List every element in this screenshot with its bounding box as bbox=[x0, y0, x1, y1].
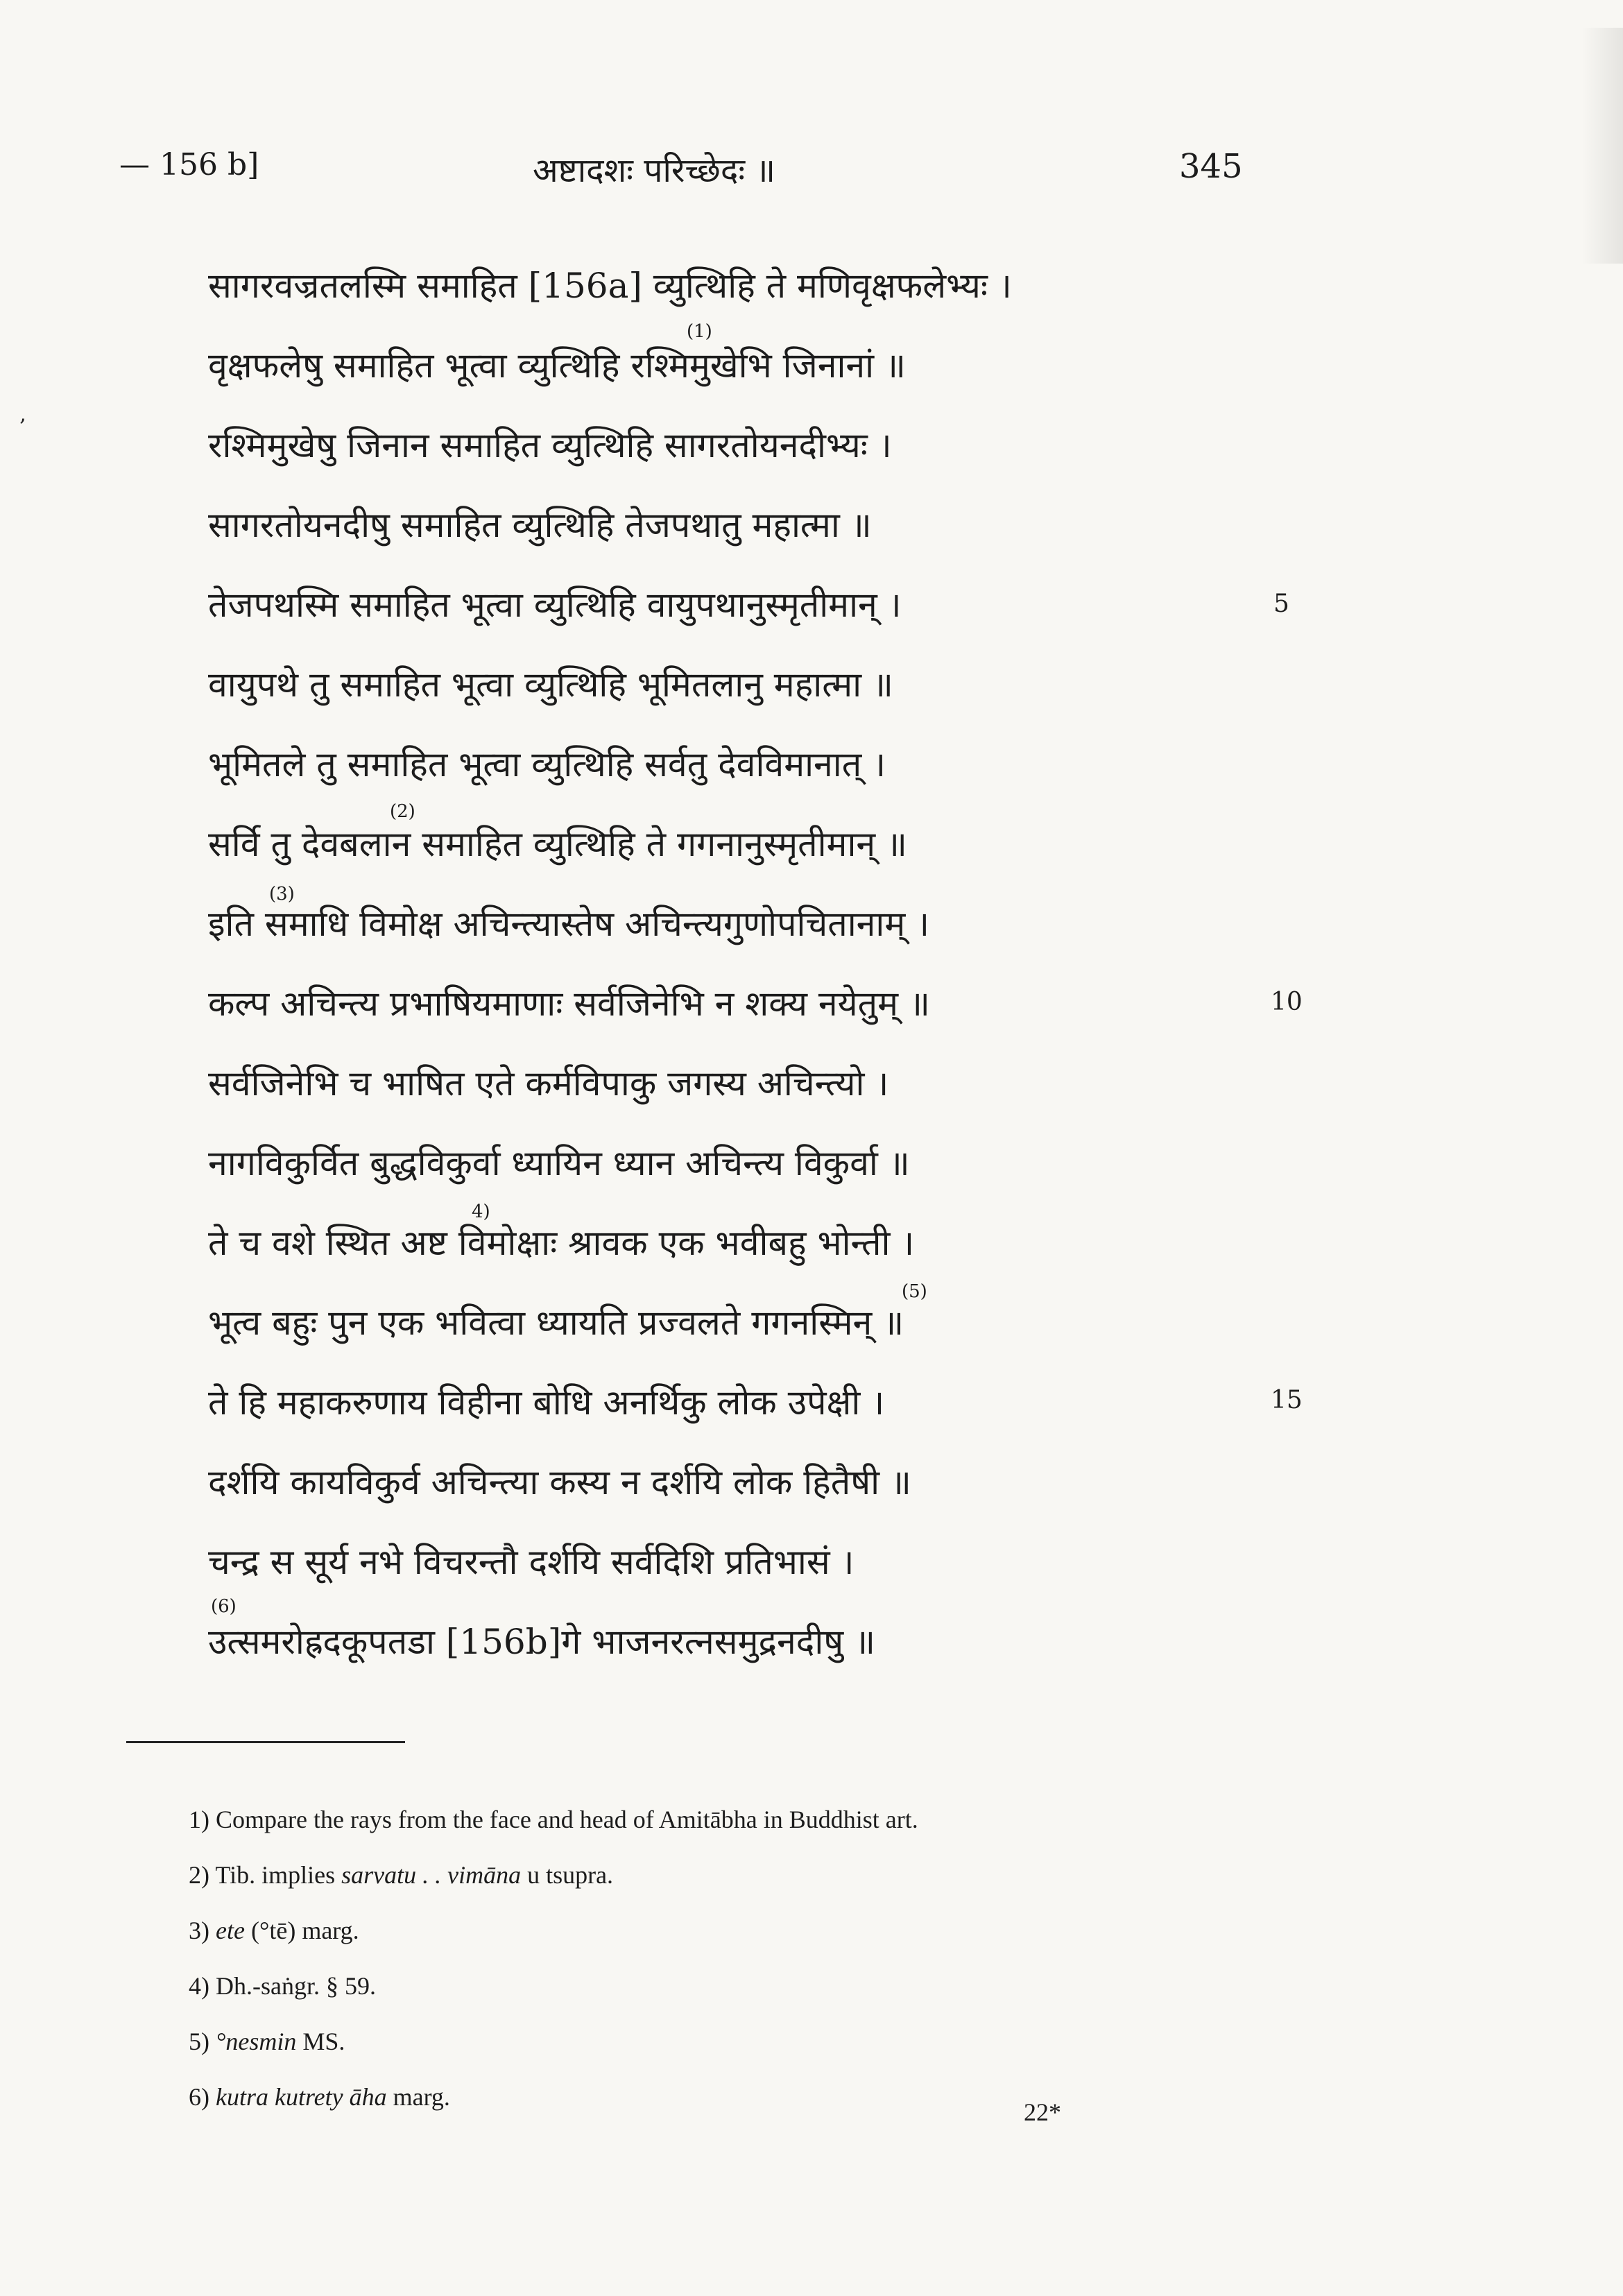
footnote bbox=[189, 1970, 1368, 2025]
verse-line: भूमितले तु समाहित भूत्वा व्युत्थिहि सर्वतु देवविमानात् । bbox=[208, 744, 886, 785]
footnote-number: 2) bbox=[189, 1861, 209, 1889]
verse-line bbox=[208, 884, 1221, 976]
footnote bbox=[189, 1859, 1368, 1914]
footnote-italic: °nesmin bbox=[216, 2028, 297, 2055]
chapter-title: अष्टादशः परिच्छेदः ॥ bbox=[533, 151, 776, 190]
footnote-text: marg. bbox=[386, 2083, 450, 2111]
verse-line: रश्मिमुखेषु जिनान समाहित व्युत्थिहि सागरतोयनदीभ्यः । bbox=[208, 425, 892, 465]
verse-text: भूत्व बहुः पुन एक भवित्वा ध्यायति प्रज्वलते गगनस्मिन् ॥ bbox=[208, 1303, 904, 1343]
footnote bbox=[189, 2025, 1368, 2081]
footnote bbox=[189, 2081, 1368, 2136]
page-number: 345 bbox=[1179, 147, 1243, 186]
footnotes bbox=[189, 1804, 1368, 2136]
verse-line: कल्प अचिन्त्य प्रभाषियमाणाः सर्वजिनेभि न शक्य नयेतुम् ॥ bbox=[208, 984, 930, 1024]
verse-text: वृक्षफलेषु समाहित भूत्वा व्युत्थिहि रश्मिमुखेभि जिनानां ॥ bbox=[208, 345, 906, 386]
footnote-text: u tsupra. bbox=[521, 1861, 614, 1889]
footnote-marker: (6) bbox=[211, 1596, 237, 1617]
verse-line: सागरवज्रतलस्मि समाहित [156a] व्युत्थिहि ते मणिवृक्षफलेभ्यः । bbox=[208, 266, 1012, 306]
header-folio-ref: — 156 b] bbox=[119, 147, 259, 182]
footnote-text: MS. bbox=[296, 2028, 345, 2055]
footnote-marker: 4) bbox=[472, 1201, 490, 1222]
signature-mark: 22* bbox=[1024, 2098, 1061, 2126]
footnote-marker: (3) bbox=[269, 884, 295, 905]
footnote-marker: (2) bbox=[390, 801, 415, 822]
verse-line: सागरतोयनदीषु समाहित व्युत्थिहि तेजपथातु महात्मा ॥ bbox=[208, 505, 872, 545]
verse-text: सर्वि तु देवबलान समाहित व्युत्थिहि ते गगनानुस्मृतीमान् ॥ bbox=[208, 824, 908, 864]
verse-line bbox=[208, 1281, 1221, 1375]
footnote-number: 4) bbox=[189, 1972, 209, 2000]
verse-text: इति समाधि विमोक्ष अचिन्त्यास्तेष अचिन्त्यगुणोपचितानाम् । bbox=[208, 904, 930, 944]
verse-line: चन्द्र स सूर्य नभे विचरन्तौ दर्शयि सर्वदिशि प्रतिभासं । bbox=[208, 1542, 855, 1582]
verse-text: उत्समरोह्रदकूपतडा [156b]गे भाजनरत्नसमुद्रनदीषु ॥ bbox=[208, 1622, 876, 1662]
footnote-number: 6) bbox=[189, 2083, 209, 2111]
footnote-italic: kutra kutrety āha bbox=[216, 2083, 387, 2111]
footnote bbox=[189, 1914, 1368, 1970]
verse-line bbox=[208, 321, 1221, 418]
footnote-text: (°tē) marg. bbox=[244, 1917, 359, 1944]
verse-line: दर्शयि कायविकुर्व अचिन्त्या कस्य न दर्शयि लोक हितैषी ॥ bbox=[208, 1462, 911, 1502]
verse-block bbox=[208, 258, 1221, 1694]
footnote-italic: ete bbox=[216, 1917, 245, 1944]
verse-text: ते च वशे स्थित अष्ट विमोक्षाः श्रावक एक भवीबहु भोन्ती । bbox=[208, 1223, 915, 1263]
footnote-number: 5) bbox=[189, 2028, 209, 2055]
verse-line: सर्वजिनेभि च भाषित एते कर्मविपाकु जगस्य अचिन्त्यो । bbox=[208, 1063, 889, 1104]
verse-line: ते हि महाकरुणाय विहीना बोधि अनर्थिकु लोक उपेक्षी । bbox=[208, 1382, 885, 1423]
page-edge-shadow bbox=[1581, 28, 1623, 264]
footnote-text: Compare the rays from the face and head of Amitābha in Buddhist art. bbox=[216, 1806, 918, 1833]
verse-line: वायुपथे तु समाहित भूत्वा व्युत्थिहि भूमितलानु महात्मा ॥ bbox=[208, 665, 893, 705]
margin-mark: ‚ bbox=[19, 402, 26, 427]
footnote-marker: (5) bbox=[902, 1281, 927, 1302]
verse-line: नागविकुर्वित बुद्धविकुर्वा ध्यायिन ध्यान अचिन्त्य विकुर्वा ॥ bbox=[208, 1143, 910, 1183]
verse-line bbox=[208, 1201, 1221, 1295]
line-number: 15 bbox=[1271, 1386, 1303, 1414]
footnote-italic: sarvatu . . vimāna bbox=[341, 1861, 522, 1889]
footnote-rule bbox=[126, 1741, 405, 1743]
verse-line bbox=[208, 801, 1221, 896]
footnote-text: Dh.-saṅgr. § 59. bbox=[216, 1972, 376, 2000]
line-number: 5 bbox=[1273, 590, 1289, 618]
verse-line bbox=[208, 1596, 1221, 1694]
verse-line: तेजपथस्मि समाहित भूत्वा व्युत्थिहि वायुपथानुस्मृतीमान् । bbox=[208, 585, 902, 625]
footnote-marker: (1) bbox=[687, 321, 712, 342]
footnote-text: Tib. implies bbox=[215, 1861, 342, 1889]
footnote-number: 3) bbox=[189, 1917, 209, 1944]
footnote bbox=[189, 1804, 1368, 1859]
line-number: 10 bbox=[1271, 988, 1303, 1016]
footnote-number: 1) bbox=[189, 1806, 209, 1833]
